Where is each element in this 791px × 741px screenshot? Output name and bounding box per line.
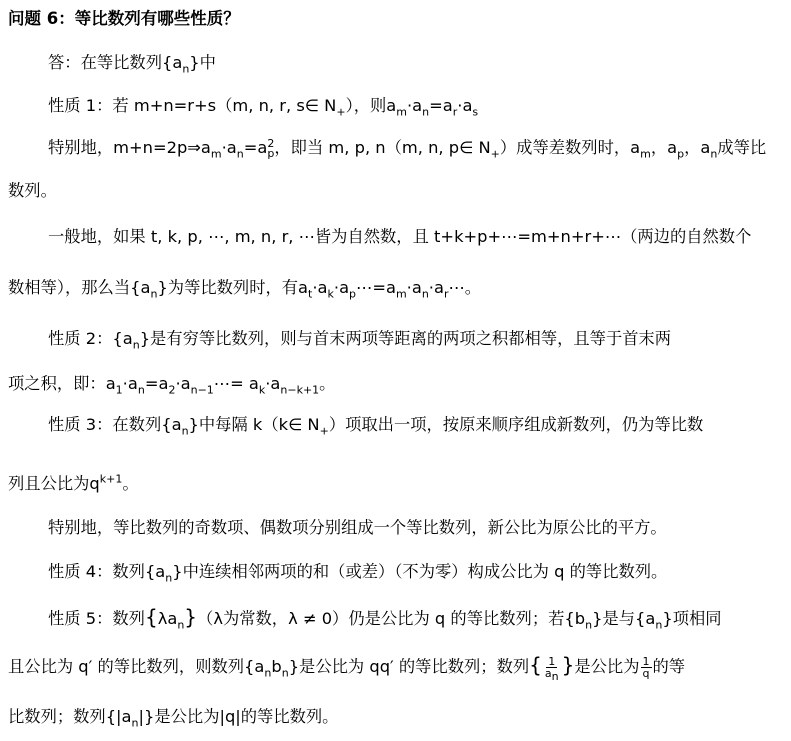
property-5-end: 比数列；数列$\{|a_n|\}$是公比为|q|的等比数列。 — [8, 707, 339, 730]
property-5: 性质 5：数列$\{\lambda a_n\}(\lambda$为常数，λ ≠ 0）仍是公比为 q 的等比数列；若$\{b_n\}$是与$\{a_n\}$项相同 — [48, 605, 722, 632]
general-case: 一般地，如果 t, k, p, ⋯, m, n, r, ⋯皆为自然数，且 t+k+p+⋯=m+n+r+⋯（两边的自然数个 — [48, 227, 752, 246]
property-2: 性质 2：$\{a_n\}$是有穷等比数列，则与首末两项等距离的两项之积都相等，且等于首末两 — [48, 329, 672, 352]
general-case-cont: 数相等），那么当$\{a_n\}$为等比数列时，有$a_t\cdot a_k\cdot a_p\cdots=a_m\cdot a_n\cdot a_r\cdots$。 — [8, 278, 482, 301]
property-1: 性质 1：若 m+n=r+s（m, n, r, s∈ $N_+$），则$a_m\cdot a_n=a_r\cdot a_s$ — [48, 96, 479, 119]
answer-intro: 答：在等比数列$\{a_n\}$中 — [48, 53, 216, 76]
property-4: 性质 4：数列$\{a_n\}$中连续相邻两项的和（或差）（不为零）构成公比为 q 的等比数列。 — [48, 562, 668, 585]
special-case-1: 特别地，$m+n=2p\Rightarrow a_m\cdot a_n=a$ 2 p ，即当 m, p, n（m, n, p∈ $N_+$）成等差数列时，$a_m$，$a_p$，$a_n$成等比 — [48, 136, 767, 161]
property-3-cont: 列且公比为$q^{k+1}$。 — [8, 472, 139, 493]
property-2-cont: 项之积，即：$a_1\cdot a_n=a_2\cdot a_{n-1}\cdots= a_k\cdot a_{n-k+1}$。 — [8, 374, 336, 397]
special-case-2: 特别地，等比数列的奇数项、偶数项分别组成一个等比数列，新公比为原公比的平方。 — [48, 518, 667, 537]
reciprocal-ratio-fraction: $\frac{1}{q}$ — [642, 655, 650, 680]
property-3: 性质 3：在数列$\{a_n\}$中每隔 k（k∈ $N_+$）项取出一项，按原来顺序组成新数列，仍为等比数 — [48, 415, 704, 438]
question-title: 问题 6：等比数列有哪些性质？ — [8, 9, 240, 28]
special-case-1-cont: 数列。 — [8, 181, 57, 200]
reciprocal-fraction: $\frac{1}{a_n}$ — [544, 655, 559, 684]
property-5-cont: 且公比为 q′ 的等比数列，则数列$\{a_nb_n\}$是公比为 qq′ 的等比数列；数列{ $\frac{1}{a_n}$ }是公比为 $\frac{1}{q}$ 的等 — [8, 653, 686, 684]
